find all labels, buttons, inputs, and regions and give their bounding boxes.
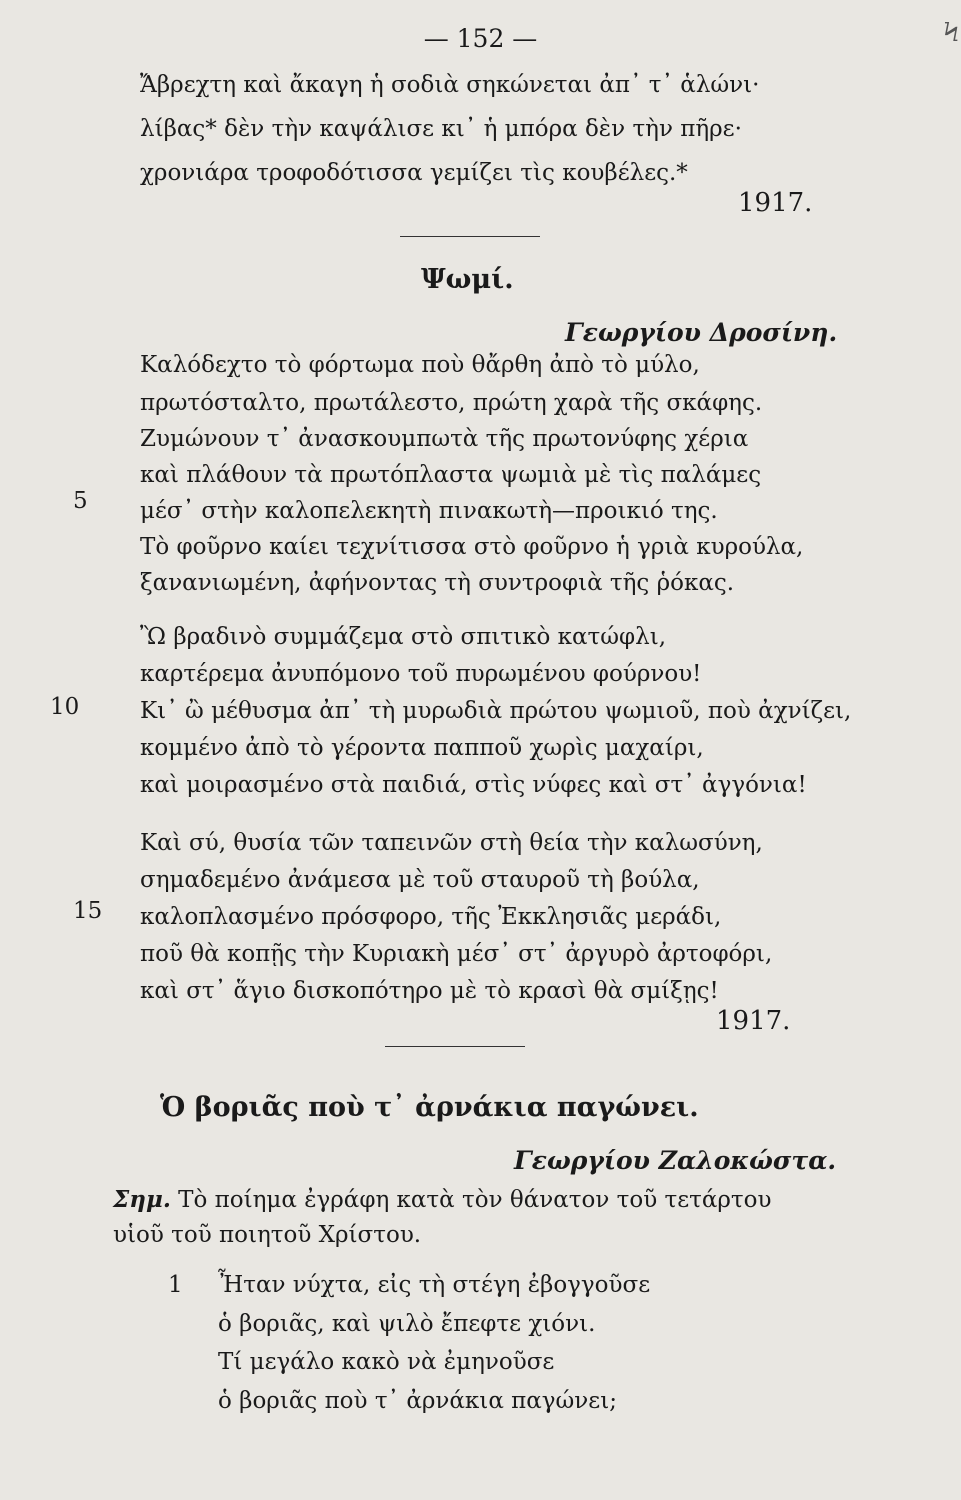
verse-line: ξανανιωμένη, ἀφήνοντας τὴ συντροφιὰ τῆς ῥόκας. — [140, 570, 735, 596]
verse-line: καὶ στ᾽ ἅγιο δισκοπότηρο μὲ τὸ κρασὶ θὰ σμίξῃς! — [140, 978, 719, 1004]
page-number: — 152 — — [423, 24, 538, 53]
section-divider — [400, 236, 540, 237]
section-divider — [385, 1046, 525, 1047]
verse-line: Τί μεγάλο κακὸ νὰ ἐμηνοῦσε — [218, 1349, 555, 1375]
verse-line: Ὢ βραδινὸ συμμάζεμα στὸ σπιτικὸ κατώφλι, — [140, 624, 667, 650]
verse-line: ποῦ θὰ κοπῇς τὴν Κυριακὴ μέσ᾽ στ᾽ ἀργυρὸ ἀρτοφόρι, — [140, 941, 773, 967]
verse-line: πρωτόσταλτο, πρωτάλεστο, πρώτη χαρὰ τῆς σκάφης. — [140, 390, 763, 416]
poem-year: 1917. — [716, 1006, 791, 1036]
verse-line: ὁ βοριᾶς, καὶ ψιλὸ ἔπεφτε χιόνι. — [218, 1311, 596, 1337]
verse-line: Τὸ φοῦρνο καίει τεχνίτισσα στὸ φοῦρνο ἡ γριὰ κυρούλα, — [140, 534, 804, 560]
line-number: 1 — [168, 1272, 183, 1298]
poem-title: Ὁ βοριᾶς ποὺ τ᾽ ἀρνάκια παγώνει. — [160, 1092, 699, 1123]
verse-line: καρτέρεμα ἀνυπόμονο τοῦ πυρωμένου φούρνου! — [140, 661, 702, 687]
poem-author: Γεωργίου Δροσίνη. — [565, 318, 838, 347]
verse-line: χρονιάρα τροφοδότισσα γεμίζει τὶς κουβέλες.* — [140, 160, 688, 186]
page-edge-mark: Ϟ — [943, 18, 959, 48]
line-number: 15 — [73, 898, 103, 924]
poem-year: 1917. — [738, 188, 813, 218]
verse-line: Ἦταν νύχτα, εἰς τὴ στέγη ἐβογγοῦσε — [218, 1272, 651, 1298]
verse-line: Ἄβρεχτη καὶ ἄκαγη ἡ σοδιὰ σηκώνεται ἀπ᾽ τ᾽ ἁλώνι· — [140, 72, 760, 98]
line-number: 10 — [50, 694, 80, 720]
verse-line: Ζυμώνουν τ᾽ ἀνασκουμπωτὰ τῆς πρωτονύφης χέρια — [140, 426, 749, 452]
note-text: Τὸ ποίημα ἐγράφη κατὰ τὸν θάνατον τοῦ τετάρτου — [178, 1187, 772, 1213]
note-label: Σημ. — [113, 1186, 171, 1213]
verse-line: Καλόδεχτο τὸ φόρτωμα ποὺ θἄρθη ἀπὸ τὸ μύλο, — [140, 352, 700, 378]
editorial-note — [113, 1186, 771, 1213]
verse-line: κομμένο ἀπὸ τὸ γέροντα παπποῦ χωρὶς μαχαίρι, — [140, 735, 704, 761]
verse-line: καλοπλασμένο πρόσφορο, τῆς Ἐκκλησιᾶς μεράδι, — [140, 904, 722, 930]
verse-line: μέσ᾽ στὴν καλοπελεκητὴ πινακωτὴ—προικιό της. — [140, 498, 718, 524]
poem-author: Γεωργίου Ζαλοκώστα. — [514, 1146, 837, 1175]
verse-line: καὶ μοιρασμένο στὰ παιδιά, στὶς νύφες καὶ στ᾽ ἀγγόνια! — [140, 772, 807, 798]
verse-line: καὶ πλάθουν τὰ πρωτόπλαστα ψωμιὰ μὲ τὶς παλάμες — [140, 462, 762, 488]
verse-line: ὁ βοριᾶς ποὺ τ᾽ ἀρνάκια παγώνει; — [218, 1388, 617, 1414]
verse-line: Καὶ σύ, θυσία τῶν ταπεινῶν στὴ θεία τὴν καλωσύνη, — [140, 830, 763, 856]
line-number: 5 — [73, 488, 88, 514]
note-text-continued: υἱοῦ τοῦ ποιητοῦ Χρίστου. — [113, 1222, 422, 1248]
verse-line: Κι᾽ ὢ μέθυσμα ἀπ᾽ τὴ μυρωδιὰ πρώτου ψωμιοῦ, ποὺ ἀχνίζει, — [140, 698, 852, 724]
verse-line: λίβας* δὲν τὴν καψάλισε κι᾽ ἡ μπόρα δὲν τὴν πῆρε· — [140, 116, 742, 142]
verse-line: σημαδεμένο ἀνάμεσα μὲ τοῦ σταυροῦ τὴ βούλα, — [140, 867, 700, 893]
poem-title: Ψωμί. — [421, 264, 514, 295]
